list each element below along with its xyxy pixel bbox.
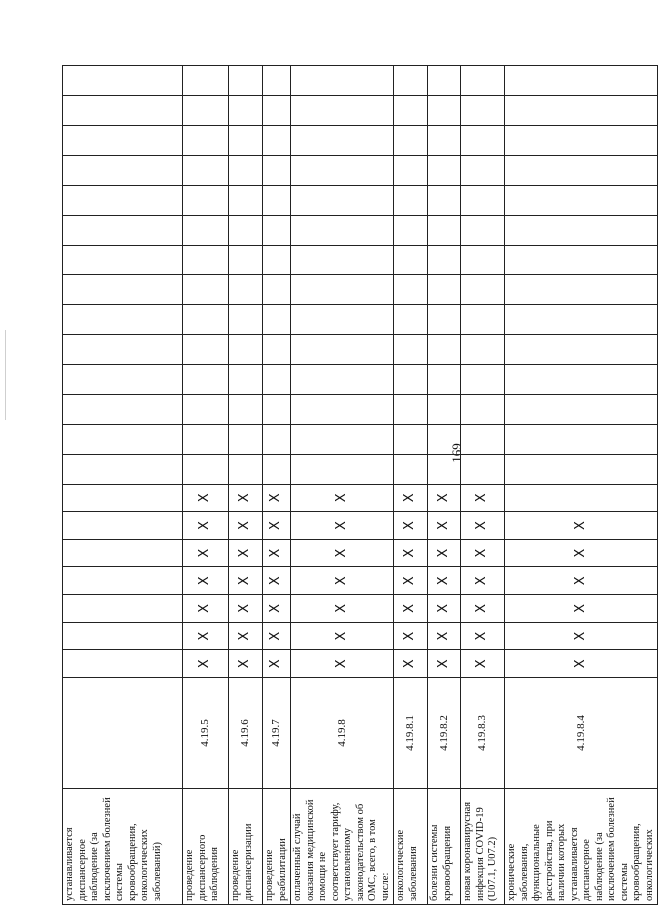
empty-cell (63, 155, 183, 185)
mark-cell: X (291, 512, 394, 540)
empty-cell (63, 245, 183, 275)
empty-cell (229, 424, 263, 454)
empty-cell (291, 394, 394, 424)
empty-cell (63, 454, 183, 484)
mark-cell: X (183, 567, 229, 595)
empty-cell (428, 215, 461, 245)
empty-cell (183, 365, 229, 395)
row-name-cell: устанавливается диспансерное наблюдение (за исключением болезней системы кровообращения, онкологических заболеваний) (63, 788, 183, 904)
empty-cell (505, 245, 658, 275)
mark-cell: X (291, 622, 394, 650)
empty-cell (428, 335, 461, 365)
empty-cell (263, 215, 291, 245)
mark-cell: X (263, 567, 291, 595)
table-row (394, 66, 428, 905)
empty-cell (505, 96, 658, 126)
table-row (505, 66, 658, 905)
empty-cell (183, 335, 229, 365)
empty-cell (63, 335, 183, 365)
mark-cell: X (428, 622, 461, 650)
empty-cell (291, 185, 394, 215)
mark-cell: X (263, 539, 291, 567)
row-code-cell: 4.19.5 (183, 678, 229, 789)
mark-cell: X (229, 567, 263, 595)
mark-cell: X (428, 512, 461, 540)
empty-cell (63, 96, 183, 126)
mark-cell: X (461, 650, 505, 678)
mark-cell (63, 595, 183, 623)
table-body (63, 66, 658, 905)
table-row (263, 66, 291, 905)
mark-cell: X (428, 650, 461, 678)
empty-cell (263, 96, 291, 126)
mark-cell: X (428, 484, 461, 512)
empty-cell (229, 394, 263, 424)
row-name-cell: новая коронавирусная инфекция COVID-19 (U07.1, U07.2) (461, 788, 505, 904)
empty-cell (291, 424, 394, 454)
empty-cell (263, 155, 291, 185)
mark-cell (505, 484, 658, 512)
table-row (461, 66, 505, 905)
empty-cell (183, 305, 229, 335)
empty-cell (263, 394, 291, 424)
empty-cell (394, 365, 428, 395)
empty-cell (461, 66, 505, 96)
row-name-cell: хронические заболевания, функциональные расстройства, при наличии которых устанавливается диспансерное наблюдение (за исключением болезней системы кровообращения, онкологических (505, 788, 658, 904)
empty-cell (505, 126, 658, 156)
mark-cell: X (263, 650, 291, 678)
mark-cell: X (291, 650, 394, 678)
empty-cell (183, 155, 229, 185)
mark-cell: X (229, 512, 263, 540)
empty-cell (229, 454, 263, 484)
mark-cell (63, 567, 183, 595)
rotated-table-container (62, 65, 655, 905)
empty-cell (229, 126, 263, 156)
empty-cell (461, 365, 505, 395)
empty-cell (428, 66, 461, 96)
empty-cell (183, 66, 229, 96)
empty-cell (183, 275, 229, 305)
empty-cell (505, 275, 658, 305)
empty-cell (428, 424, 461, 454)
empty-cell (428, 365, 461, 395)
empty-cell (183, 215, 229, 245)
empty-cell (505, 394, 658, 424)
empty-cell (394, 454, 428, 484)
empty-cell (263, 66, 291, 96)
empty-cell (428, 305, 461, 335)
mark-cell (63, 539, 183, 567)
empty-cell (263, 365, 291, 395)
empty-cell (505, 424, 658, 454)
mark-cell: X (183, 595, 229, 623)
empty-cell (63, 394, 183, 424)
mark-cell: X (394, 595, 428, 623)
empty-cell (183, 96, 229, 126)
empty-cell (461, 394, 505, 424)
empty-cell (461, 335, 505, 365)
mark-cell: X (183, 512, 229, 540)
empty-cell (428, 155, 461, 185)
empty-cell (291, 335, 394, 365)
empty-cell (394, 66, 428, 96)
empty-cell (428, 185, 461, 215)
empty-cell (291, 215, 394, 245)
empty-cell (63, 275, 183, 305)
empty-cell (263, 335, 291, 365)
mark-cell: X (183, 650, 229, 678)
row-name-cell: проведение диспансеризации (229, 788, 263, 904)
empty-cell (394, 305, 428, 335)
table-row (229, 66, 263, 905)
empty-cell (505, 155, 658, 185)
table-row (63, 66, 183, 905)
empty-cell (461, 424, 505, 454)
empty-cell (229, 365, 263, 395)
empty-cell (394, 96, 428, 126)
empty-cell (394, 335, 428, 365)
empty-cell (229, 66, 263, 96)
empty-cell (229, 96, 263, 126)
mark-cell: X (505, 650, 658, 678)
empty-cell (229, 305, 263, 335)
table-row (428, 66, 461, 905)
row-code-cell: 4.19.8.1 (394, 678, 428, 789)
mark-cell: X (394, 622, 428, 650)
mark-cell: X (291, 539, 394, 567)
empty-cell (428, 394, 461, 424)
empty-cell (505, 365, 658, 395)
row-code-cell: 4.19.6 (229, 678, 263, 789)
empty-cell (461, 245, 505, 275)
mark-cell: X (505, 567, 658, 595)
row-code-cell: 4.19.7 (263, 678, 291, 789)
mark-cell: X (291, 567, 394, 595)
row-code-cell: 4.19.8 (291, 678, 394, 789)
mark-cell: X (428, 567, 461, 595)
mark-cell: X (291, 484, 394, 512)
mark-cell: X (461, 539, 505, 567)
mark-cell: X (394, 512, 428, 540)
empty-cell (229, 185, 263, 215)
empty-cell (63, 215, 183, 245)
mark-cell: X (461, 595, 505, 623)
empty-cell (394, 155, 428, 185)
empty-cell (505, 335, 658, 365)
empty-cell (428, 454, 461, 484)
empty-cell (263, 126, 291, 156)
row-code-cell (63, 678, 183, 789)
empty-cell (229, 155, 263, 185)
empty-cell (229, 275, 263, 305)
empty-cell (461, 96, 505, 126)
empty-cell (428, 245, 461, 275)
empty-cell (394, 245, 428, 275)
empty-cell (505, 454, 658, 484)
empty-cell (505, 305, 658, 335)
empty-cell (63, 66, 183, 96)
mark-cell: X (229, 650, 263, 678)
empty-cell (183, 394, 229, 424)
row-code-cell: 4.19.8.3 (461, 678, 505, 789)
mark-cell: X (428, 595, 461, 623)
empty-cell (505, 66, 658, 96)
empty-cell (291, 365, 394, 395)
mark-cell: X (461, 567, 505, 595)
mark-cell: X (229, 622, 263, 650)
empty-cell (229, 245, 263, 275)
empty-cell (461, 155, 505, 185)
empty-cell (63, 424, 183, 454)
row-code-cell: 4.19.8.4 (505, 678, 658, 789)
mark-cell (63, 512, 183, 540)
empty-cell (291, 96, 394, 126)
mark-cell: X (183, 622, 229, 650)
empty-cell (428, 96, 461, 126)
mark-cell: X (461, 512, 505, 540)
mark-cell: X (263, 484, 291, 512)
mark-cell: X (183, 539, 229, 567)
empty-cell (291, 126, 394, 156)
empty-cell (394, 424, 428, 454)
empty-cell (394, 185, 428, 215)
empty-cell (263, 245, 291, 275)
mark-cell: X (263, 595, 291, 623)
empty-cell (291, 275, 394, 305)
row-name-cell: онкологические заболевания (394, 788, 428, 904)
row-name-cell: проведение реабилитации (263, 788, 291, 904)
empty-cell (291, 454, 394, 484)
empty-cell (291, 245, 394, 275)
mark-cell: X (461, 622, 505, 650)
empty-cell (183, 454, 229, 484)
empty-cell (183, 245, 229, 275)
empty-cell (461, 305, 505, 335)
empty-cell (263, 305, 291, 335)
empty-cell (63, 126, 183, 156)
empty-cell (394, 394, 428, 424)
empty-cell (461, 126, 505, 156)
empty-cell (229, 215, 263, 245)
empty-cell (183, 185, 229, 215)
empty-cell (291, 305, 394, 335)
mark-cell: X (229, 595, 263, 623)
empty-cell (428, 126, 461, 156)
empty-cell (263, 185, 291, 215)
data-table (62, 65, 658, 905)
mark-cell: X (394, 484, 428, 512)
mark-cell (63, 484, 183, 512)
empty-cell (394, 275, 428, 305)
mark-cell: X (394, 539, 428, 567)
row-name-cell: проведение диспансерного наблюдения (183, 788, 229, 904)
mark-cell: X (183, 484, 229, 512)
empty-cell (291, 155, 394, 185)
empty-cell (183, 424, 229, 454)
mark-cell: X (394, 650, 428, 678)
mark-cell (63, 622, 183, 650)
mark-cell: X (461, 484, 505, 512)
row-name-cell: оплаченный случай оказания медицинской помощи не соответствует тарифу, установленному законодательством об ОМС, всего, в том числе: (291, 788, 394, 904)
row-code-cell: 4.19.8.2 (428, 678, 461, 789)
mark-cell: X (505, 539, 658, 567)
mark-cell (63, 650, 183, 678)
table-row (291, 66, 394, 905)
empty-cell (263, 275, 291, 305)
empty-cell (63, 185, 183, 215)
empty-cell (263, 424, 291, 454)
mark-cell: X (394, 567, 428, 595)
empty-cell (394, 126, 428, 156)
empty-cell (183, 126, 229, 156)
empty-cell (263, 454, 291, 484)
mark-cell: X (505, 512, 658, 540)
mark-cell: X (263, 512, 291, 540)
empty-cell (291, 66, 394, 96)
mark-cell: X (505, 622, 658, 650)
empty-cell (461, 454, 505, 484)
mark-cell: X (229, 539, 263, 567)
empty-cell (394, 215, 428, 245)
empty-cell (461, 215, 505, 245)
row-name-cell: болезни системы кровообращения (428, 788, 461, 904)
empty-cell (229, 335, 263, 365)
mark-cell: X (291, 595, 394, 623)
empty-cell (505, 215, 658, 245)
table-row (183, 66, 229, 905)
mark-cell: X (428, 539, 461, 567)
mark-cell: X (505, 595, 658, 623)
empty-cell (63, 305, 183, 335)
empty-cell (461, 185, 505, 215)
empty-cell (428, 275, 461, 305)
page-number: 169 (449, 443, 464, 463)
mark-cell: X (229, 484, 263, 512)
mark-cell: X (263, 622, 291, 650)
empty-cell (461, 275, 505, 305)
scan-artifact-line (5, 330, 6, 420)
empty-cell (63, 365, 183, 395)
empty-cell (505, 185, 658, 215)
